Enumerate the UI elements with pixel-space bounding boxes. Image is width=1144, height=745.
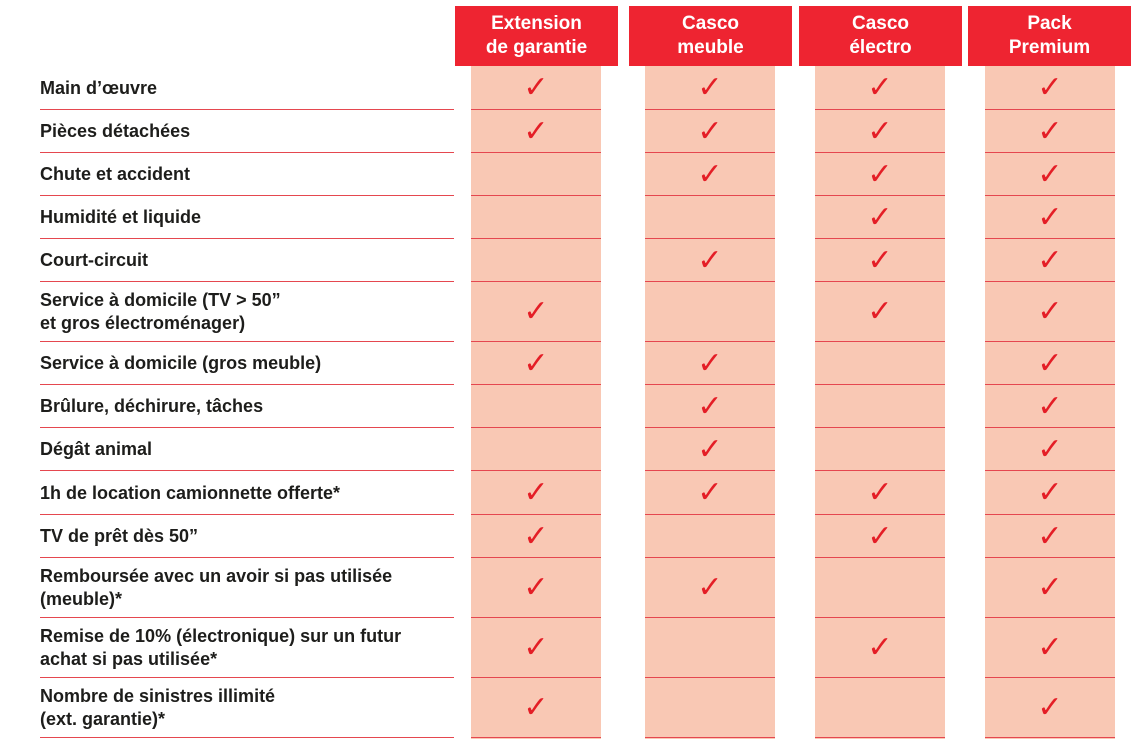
checkmark-icon: ✓ xyxy=(523,630,549,665)
table-row xyxy=(0,515,1144,558)
checkmark-icon: ✓ xyxy=(697,113,723,149)
checkmark-icon: ✓ xyxy=(867,156,893,192)
row-label-text: Pièces détachées xyxy=(40,121,191,141)
column-header-line-1: Pack xyxy=(1027,13,1072,34)
row-label-text: Dégât animal xyxy=(40,439,153,459)
checkmark-icon: ✓ xyxy=(523,690,549,725)
checkmark-icon: ✓ xyxy=(1037,242,1063,278)
row-label xyxy=(40,428,460,471)
row-label-text: TV de prêt dès 50” xyxy=(40,526,199,546)
row-label xyxy=(40,110,460,153)
table-row xyxy=(0,153,1144,196)
row-label xyxy=(40,66,460,110)
checkmark-icon: ✓ xyxy=(523,294,549,329)
row-label xyxy=(40,342,460,385)
row-label xyxy=(40,618,460,678)
checkmark-icon: ✓ xyxy=(867,70,893,105)
table-row xyxy=(0,66,1144,110)
table-row xyxy=(0,385,1144,428)
checkmark-icon: ✓ xyxy=(697,475,723,510)
checkmark-icon: ✓ xyxy=(1037,388,1063,424)
row-label xyxy=(40,282,460,342)
checkmark-icon: ✓ xyxy=(523,475,549,510)
table-row xyxy=(0,428,1144,471)
checkmark-icon: ✓ xyxy=(523,518,549,554)
row-divider xyxy=(645,737,775,738)
checkmark-icon: ✓ xyxy=(1037,156,1063,192)
row-label-text: Service à domicile (gros meuble) xyxy=(40,353,322,373)
row-label xyxy=(40,153,460,196)
column-header-line-2: Premium xyxy=(1008,37,1091,58)
row-label xyxy=(40,239,460,282)
row-label-text: Remise de 10% (électronique) sur un futur achat si pas utilisée* xyxy=(40,626,402,669)
table-row xyxy=(0,110,1144,153)
checkmark-icon: ✓ xyxy=(523,570,549,605)
column-header-extension-de-garantie xyxy=(455,6,618,66)
checkmark-icon: ✓ xyxy=(697,388,723,424)
row-label-text: 1h de location camionnette offerte* xyxy=(40,482,341,503)
checkmark-icon: ✓ xyxy=(697,156,723,192)
checkmark-icon: ✓ xyxy=(697,242,723,278)
checkmark-icon: ✓ xyxy=(1037,570,1063,605)
column-header-line-2: meuble xyxy=(677,37,744,58)
checkmark-icon: ✓ xyxy=(697,345,723,381)
checkmark-icon: ✓ xyxy=(523,70,549,105)
table-row xyxy=(0,196,1144,239)
checkmark-icon: ✓ xyxy=(697,570,723,605)
checkmark-icon: ✓ xyxy=(1037,475,1063,510)
table-row xyxy=(0,342,1144,385)
checkmark-icon: ✓ xyxy=(867,199,893,235)
row-label-text: Chute et accident xyxy=(40,164,191,184)
checkmark-icon: ✓ xyxy=(867,113,893,149)
row-label xyxy=(40,471,460,515)
checkmark-icon: ✓ xyxy=(1037,630,1063,665)
table-row xyxy=(0,282,1144,342)
checkmark-icon: ✓ xyxy=(697,431,723,467)
checkmark-icon: ✓ xyxy=(523,113,549,149)
column-header-line-1: Casco xyxy=(851,13,910,34)
column-header-line-2: de garantie xyxy=(485,37,588,58)
row-label xyxy=(40,678,460,738)
checkmark-icon: ✓ xyxy=(523,345,549,381)
checkmark-icon: ✓ xyxy=(867,242,893,278)
checkmark-icon: ✓ xyxy=(867,294,893,329)
row-divider xyxy=(40,737,454,738)
column-header-casco-electro xyxy=(799,6,962,66)
table-row xyxy=(0,678,1144,738)
checkmark-icon: ✓ xyxy=(867,518,893,554)
column-header-line-1: Extension xyxy=(491,13,582,34)
column-header-casco-meuble xyxy=(629,6,792,66)
checkmark-icon: ✓ xyxy=(697,70,723,105)
checkmark-icon: ✓ xyxy=(1037,199,1063,235)
row-label xyxy=(40,385,460,428)
checkmark-icon: ✓ xyxy=(1037,345,1063,381)
table-row xyxy=(0,618,1144,678)
row-label xyxy=(40,515,460,558)
checkmark-icon: ✓ xyxy=(867,475,893,510)
row-label-text: Main d’œuvre xyxy=(40,77,158,98)
row-label-text: Nombre de sinistres illimité (ext. garantie)* xyxy=(40,686,276,729)
checkmark-icon: ✓ xyxy=(867,630,893,665)
row-label-text: Remboursée avec un avoir si pas utilisée (meuble)* xyxy=(40,566,393,609)
row-label-text: Service à domicile (TV > 50” et gros électroménager) xyxy=(40,290,281,333)
row-label-text: Court-circuit xyxy=(40,250,148,270)
row-label xyxy=(40,196,460,239)
column-header-pack-premium xyxy=(968,6,1131,66)
row-label-text: Humidité et liquide xyxy=(40,207,202,227)
row-label-text: Brûlure, déchirure, tâches xyxy=(40,396,264,416)
column-header-line-2: électro xyxy=(849,37,912,58)
checkmark-icon: ✓ xyxy=(1037,70,1063,105)
checkmark-icon: ✓ xyxy=(1037,518,1063,554)
checkmark-icon: ✓ xyxy=(1037,690,1063,725)
table-row xyxy=(0,471,1144,515)
table-row xyxy=(0,239,1144,282)
checkmark-icon: ✓ xyxy=(1037,431,1063,467)
row-label xyxy=(40,558,460,618)
column-header-line-1: Casco xyxy=(681,13,740,34)
checkmark-icon: ✓ xyxy=(1037,113,1063,149)
table-row xyxy=(0,558,1144,618)
row-divider xyxy=(815,737,945,738)
checkmark-icon: ✓ xyxy=(1037,294,1063,329)
